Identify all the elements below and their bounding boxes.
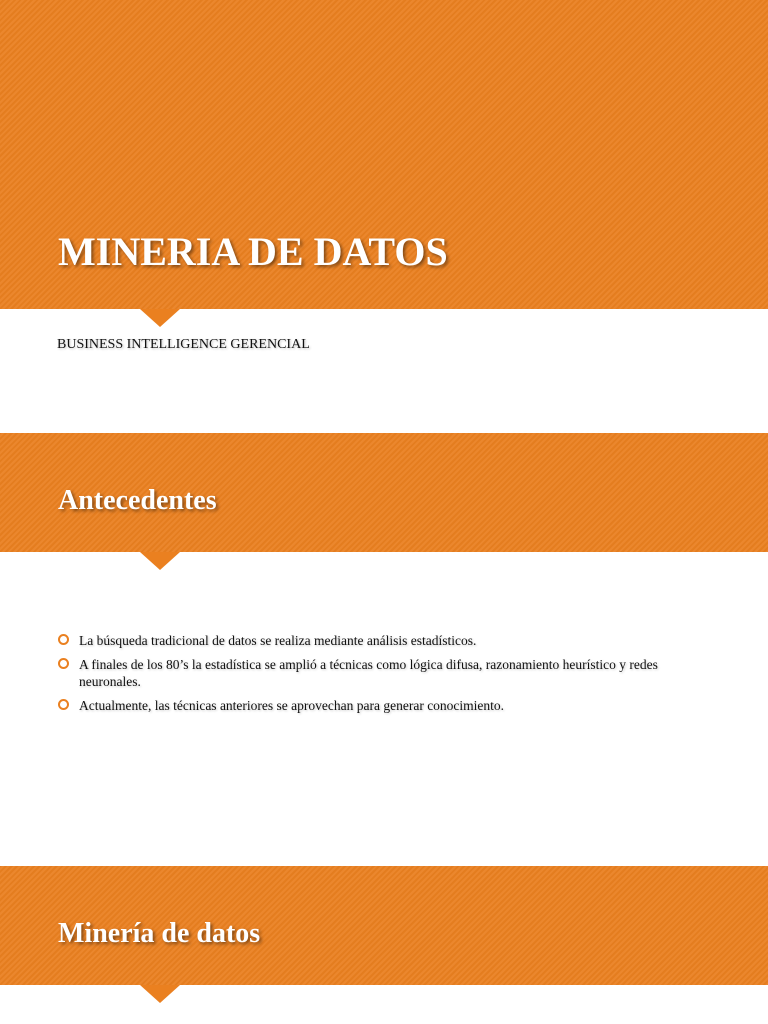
bullet-text: Actualmente, las técnicas anteriores se aprovechan para generar conocimiento. <box>79 698 505 713</box>
slide-1-title: MINERIA DE DATOS <box>58 229 448 274</box>
slide-3-header-notch <box>140 985 180 1003</box>
bullet-item <box>57 697 717 714</box>
circle-bullet-icon <box>58 658 69 669</box>
slide-2-title: Antecedentes <box>58 485 217 516</box>
bullet-item <box>57 632 717 649</box>
bullet-item <box>57 656 717 690</box>
bullet-text: A finales de los 80’s la estadística se amplió a técnicas como lógica difusa, razonamiento heurístico y redes neuronales. <box>79 657 658 689</box>
slide-3-title: Minería de datos <box>58 918 261 949</box>
slide-2-header-notch <box>140 552 180 570</box>
circle-bullet-icon <box>58 634 69 645</box>
circle-bullet-icon <box>58 699 69 710</box>
bullet-text: La búsqueda tradicional de datos se realiza mediante análisis estadísticos. <box>79 633 477 648</box>
slide-2-bullet-list <box>57 632 717 721</box>
slide-1-subtitle: BUSINESS INTELLIGENCE GERENCIAL <box>57 337 310 352</box>
slide-1-header-notch <box>140 309 180 327</box>
